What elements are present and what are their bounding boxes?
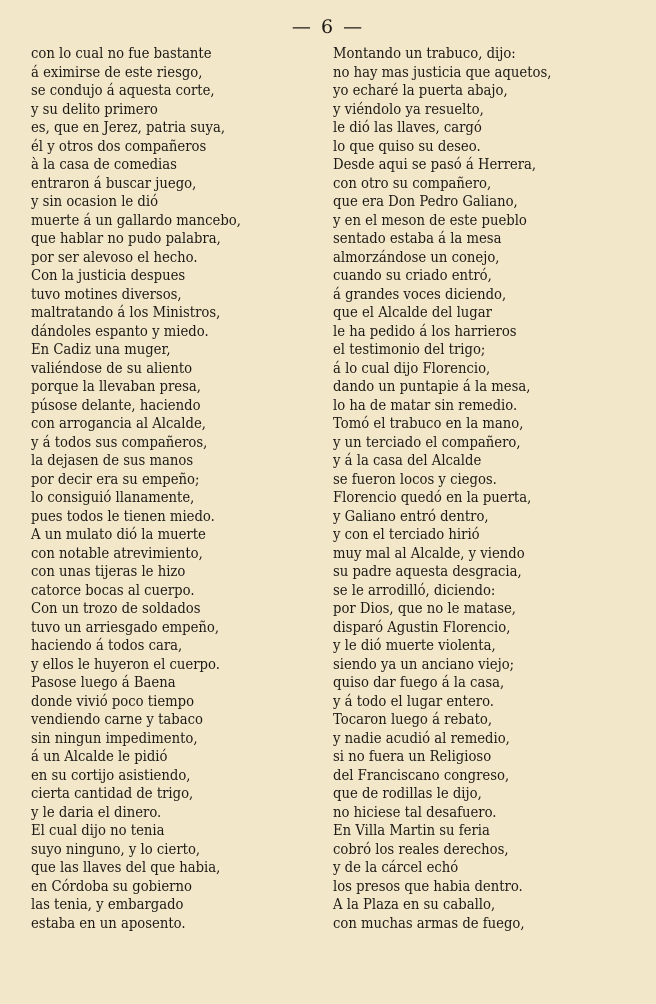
verse-line: Montando un trabuco, dijo: [333,44,516,62]
verse-line: donde vivió poco tiempo [31,691,195,710]
verse-line: que el Alcalde del lugar [333,303,492,321]
verse-line: que era Don Pedro Galiano, [333,192,518,210]
verse-line: sentado estaba á la mesa [333,229,502,247]
verse-line: y á todo el lugar entero. [333,691,494,710]
verse-line: y de la cárcel echó [333,858,459,876]
verse-line: se condujo á aquesta corte, [31,81,215,99]
verse-line: el testimonio del trigo; [333,340,486,358]
verse-line: que las llaves del que habia, [31,858,221,876]
verse-line: porque la llevaban presa, [31,377,201,395]
verse-line: Desde aqui se pasó á Herrera, [333,155,537,173]
verse-line: con otro su compañero, [333,173,492,192]
verse-line: Con un trozo de soldados [31,599,201,617]
verse-line: lo ha de matar sin remedio. [333,395,518,414]
verse-line: A un mulato dió la muerte [31,525,206,543]
verse-line: lo que quiso su deseo. [333,136,481,155]
verse-line: por Dios, que no le matase, [333,599,516,617]
verse-line: lo consiguió llanamente, [31,488,195,506]
verse-line: dando un puntapie á la mesa, [333,377,531,395]
verse-line: á lo cual dijo Florencio, [333,358,491,377]
verse-line: que hablar no pudo palabra, [31,229,221,247]
verse-line: muerte á un gallardo mancebo, [31,210,241,229]
verse-line: púsose delante, haciendo [31,395,201,414]
verse-line: dándoles espanto y miedo. [31,321,209,340]
verse-line: yo echaré la puerta abajo, [333,81,508,99]
verse-line: almorzándose un conejo, [333,247,500,266]
verse-line: y le dió muerte violenta, [333,636,496,654]
verse-line: y en el meson de este pueblo [333,210,527,229]
verse-line: con notable atrevimiento, [31,543,203,562]
verse-line: à la casa de comedias [31,155,177,173]
verse-line: y ellos le huyeron el cuerpo. [31,654,220,673]
verse-line: A la Plaza en su caballo, [333,895,496,913]
verse-line: maltratando á los Ministros, [31,303,221,321]
verse-line: en su cortijo asistiendo, [31,765,191,784]
verse-line: El cual dijo no tenia [31,821,165,839]
verse-line: su padre aquesta desgracia, [333,562,522,580]
verse-line: y su delito primero [31,99,158,118]
verse-line: que de rodillas le dijo, [333,784,482,802]
verse-line: vendiendo carne y tabaco [31,710,203,728]
verse-line: no hiciese tal desafuero. [333,802,497,821]
verse-line: le dió las llaves, cargó [333,118,482,136]
verse-line: y le daria el dinero. [31,802,162,821]
verse-line: tuvo motines diversos, [31,284,182,303]
verse-line: se le arrodilló, diciendo: [333,580,496,599]
verse-line: á grandes voces diciendo, [333,284,507,303]
verse-line: cierta cantidad de trigo, [31,784,194,802]
verse-line: la dejasen de sus manos [31,451,194,469]
verse-line: cobró los reales derechos, [333,839,509,858]
verse-line: valiéndose de su aliento [31,358,193,377]
verse-line: estaba en un aposento. [31,913,186,932]
verse-line: no hay mas justicia que aquetos, [333,62,552,81]
verse-line: Tocaron luego á rebato, [333,710,493,728]
verse-line: él y otros dos compañeros [31,136,207,155]
verse-line: pues todos le tienen miedo. [31,506,215,525]
verse-line: Florencio quedó en la puerta, [333,488,532,506]
verse-line: suyo ninguno, y lo cierto, [31,839,201,858]
verse-line: las tenia, y embargado [31,895,184,913]
verse-line: entraron á buscar juego, [31,173,197,192]
verse-line: y nadie acudió al remedio, [333,728,510,747]
verse-line: tuvo un arriesgado empeño, [31,617,220,636]
verse-line: y á todos sus compañeros, [31,432,208,451]
verse-line: y á la casa del Alcalde [333,451,482,469]
right-column [333,44,551,932]
verse-line: es, que en Jerez, patria suya, [31,118,226,136]
verse-line: siendo ya un anciano viejo; [333,654,515,673]
verse-line: y un terciado el compañero, [333,432,521,451]
verse-line: le ha pedido á los harrieros [333,321,517,340]
verse-line: Pasose luego á Baena [31,673,176,691]
verse-line: y con el terciado hirió [333,525,480,543]
verse-line: haciendo á todos cara, [31,636,183,654]
verse-line: y Galiano entró dentro, [333,506,489,525]
verse-line: En Cadiz una muger, [31,340,171,358]
verse-line: del Franciscano congreso, [333,765,510,784]
verse-line: Tomó el trabuco en la mano, [333,414,524,432]
verse-line: quiso dar fuego á la casa, [333,673,505,691]
verse-line: por ser alevoso el hecho. [31,247,198,266]
verse-line: muy mal al Alcalde, y viendo [333,543,525,562]
verse-line: catorce bocas al cuerpo. [31,580,195,599]
verse-line: en Córdoba su gobierno [31,876,192,895]
page-number: — 6 — [291,16,365,38]
verse-line: Con la justicia despues [31,266,186,284]
verse-line: y sin ocasion le dió [31,192,159,210]
verse-line: á un Alcalde le pidió [31,747,168,765]
verse-line: con muchas armas de fuego, [333,913,525,932]
verse-line: y viéndolo ya resuelto, [333,99,484,118]
verse-line: á eximirse de este riesgo, [31,62,203,81]
verse-line: por decir era su empeño; [31,469,200,488]
verse-line: los presos que habia dentro. [333,876,523,895]
verse-line: sin ningun impedimento, [31,728,198,747]
verse-line: se fueron locos y ciegos. [333,469,497,488]
verse-line: En Villa Martin su feria [333,821,490,839]
verse-line: con arrogancia al Alcalde, [31,414,206,432]
verse-line: si no fuera un Religioso [333,747,492,765]
verse-line: disparó Agustin Florencio, [333,617,511,636]
verse-line: cuando su criado entró, [333,266,492,284]
left-column [31,44,241,932]
verse-line: con lo cual no fue bastante [31,44,212,62]
verse-line: con unas tijeras le hizo [31,562,186,580]
